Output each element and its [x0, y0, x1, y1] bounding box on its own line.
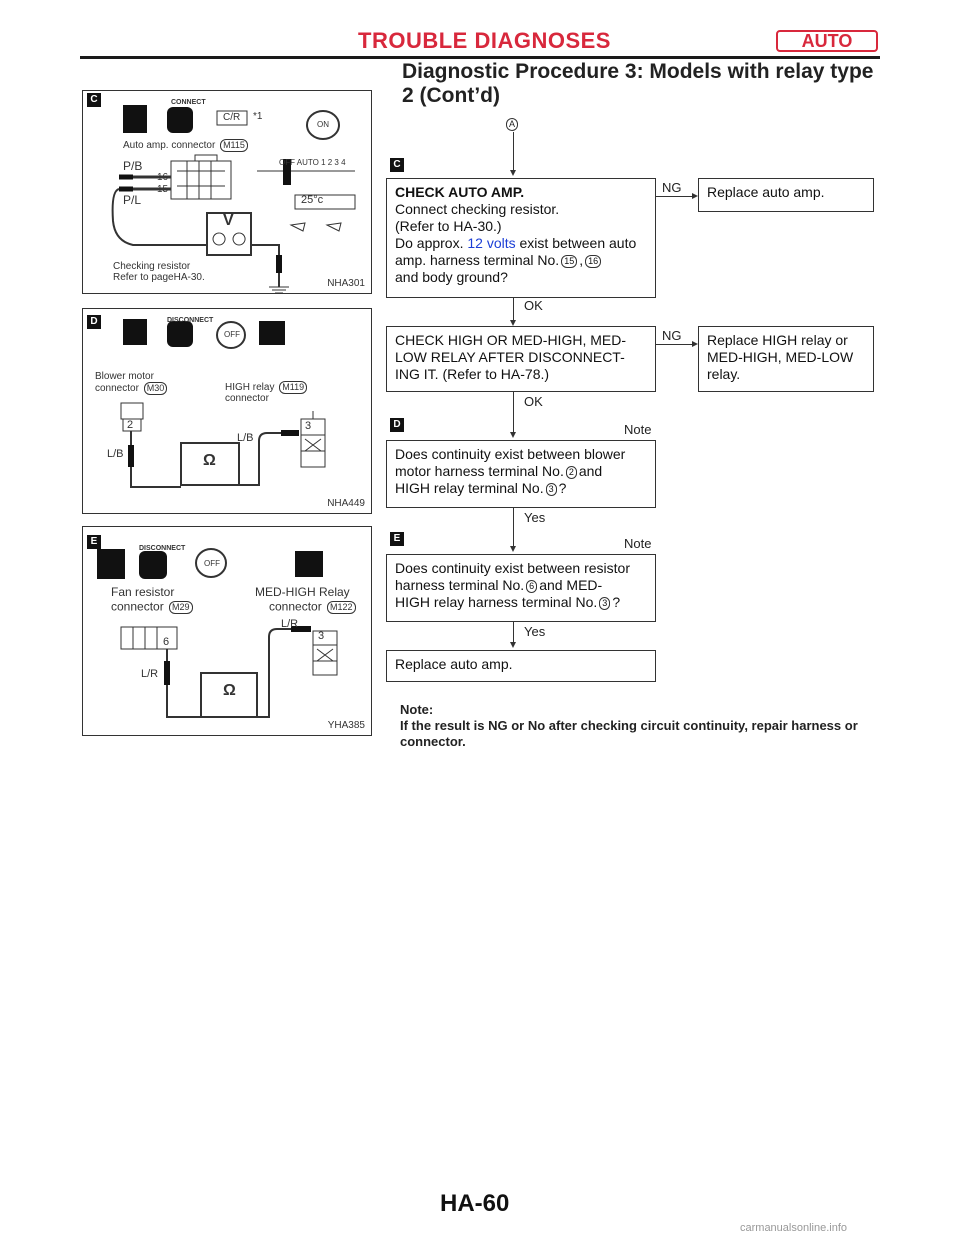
- ignition-key-label: ON: [317, 120, 329, 129]
- terminal-2-marker: 2: [566, 466, 577, 479]
- fan-resistor-relay-diagram: [83, 527, 373, 737]
- section-badge: AUTO: [776, 30, 878, 52]
- blower-terminal-text: motor harness terminal No.: [395, 463, 564, 479]
- arrow-down-5: [510, 642, 516, 648]
- check-auto-amp-title: CHECK AUTO AMP.: [395, 184, 525, 200]
- page-title: Diagnostic Procedure 3: Models with relay type 2 (Cont’d): [402, 60, 874, 107]
- fan-resistor-connector-label: Fan resistor: [111, 585, 175, 599]
- wire-lb-right: L/B: [237, 432, 254, 444]
- section-title: TROUBLE DIAGNOSES: [358, 28, 611, 53]
- disconnect-label-e: DISCONNECT: [139, 545, 186, 552]
- arrow-down-3: [510, 432, 516, 438]
- replace-relay-line-1: Replace HIGH relay or: [707, 332, 848, 348]
- voltage-link[interactable]: 12 volts: [467, 235, 516, 251]
- wire-lr-right: L/R: [281, 618, 299, 630]
- disconnect-label: DISCONNECT: [167, 317, 214, 324]
- question-mark: ?: [558, 480, 567, 496]
- yes-connector-2: [513, 622, 514, 644]
- voltage-question-lead: Do approx.: [395, 235, 464, 251]
- note-label-1: Note: [624, 422, 652, 437]
- question-mark-2: ?: [612, 594, 621, 610]
- check-relay-box: [386, 326, 656, 392]
- terminal-6-marker: 6: [526, 580, 537, 593]
- ok-label-2: OK: [524, 394, 543, 409]
- med-high-text: and MED-: [539, 577, 603, 593]
- terminal-question-text: amp. harness terminal No.: [395, 252, 560, 268]
- ohmmeter-label-e: Ω: [223, 682, 236, 699]
- voltage-question-tail: exist between auto: [519, 235, 637, 251]
- resistor-terminal-text: harness terminal No.: [395, 577, 525, 593]
- wire-lr-left: L/R: [141, 668, 159, 680]
- high-relay-terminal-text: HIGH relay terminal No.: [395, 480, 544, 496]
- check-auto-amp-box: [386, 178, 656, 298]
- pin-3-label-e: 3: [318, 630, 325, 642]
- footnote-text: If the result is NG or No after checking circuit continuity, repair harness or connector.: [400, 718, 858, 749]
- connect-label: CONNECT: [171, 99, 206, 106]
- auto-amp-connector-id: M115: [220, 139, 248, 152]
- ng-connector-2: [656, 344, 692, 345]
- blower-and-text: and: [578, 463, 603, 479]
- replace-auto-amp-box-2: Replace auto amp.: [386, 650, 656, 682]
- terminal-separator: ,: [579, 252, 584, 268]
- ng-connector-1: [656, 196, 692, 197]
- resistor-continuity-box: [386, 554, 656, 622]
- checking-resistor-ref: Refer to pageHA-30.: [113, 272, 205, 283]
- panel-letter-c: C: [87, 93, 101, 107]
- ignition-key-off-label-e: OFF: [204, 559, 220, 568]
- replace-relay-line-2: MED-HIGH, MED-LOW: [707, 349, 854, 365]
- high-relay-connector-id: M119: [279, 381, 307, 394]
- terminal-question: [395, 252, 647, 269]
- pin-16-label: 16: [157, 172, 169, 183]
- med-high-connector-id: M122: [327, 601, 356, 614]
- yes-label-2: Yes: [524, 624, 546, 639]
- star-label: *1: [253, 111, 263, 122]
- yes-connector-1: [513, 508, 514, 548]
- resistor-continuity-line-1: Does continuity exist between resistor: [395, 560, 630, 576]
- med-high-connector-text: connector: [269, 599, 322, 614]
- wire-pl-label: P/L: [123, 193, 142, 207]
- arrow-down-4: [510, 546, 516, 552]
- panel-letter-d: D: [87, 315, 101, 329]
- blower-continuity-line-3: [395, 480, 647, 497]
- med-high-relay-label-2: [269, 601, 358, 614]
- watermark: carmanualsonline.info: [740, 1222, 848, 1234]
- blower-continuity-line-1: Does continuity exist between blower: [395, 446, 626, 462]
- terminal-3-marker-2: 3: [599, 597, 610, 610]
- med-high-relay-label: MED-HIGH Relay: [255, 585, 350, 599]
- ok-label-1: OK: [524, 298, 543, 313]
- ok-connector-2: [513, 392, 514, 434]
- pin-3-label: 3: [305, 420, 312, 432]
- diagram-panel-c: [82, 90, 372, 294]
- diagram-panel-d: [82, 308, 372, 514]
- flow-start-label: [504, 116, 520, 131]
- replace-relay-box: [698, 326, 874, 392]
- refer-ha30-text: (Refer to HA-30.): [395, 218, 502, 234]
- wire-lb-left: L/B: [107, 448, 124, 460]
- fan-connector-id: M29: [169, 601, 193, 614]
- auto-amp-connector-label: [123, 139, 250, 152]
- blower-connector-id: M30: [144, 382, 168, 395]
- wire-pb-label: P/B: [123, 159, 143, 173]
- terminal-16-marker: 16: [585, 255, 601, 268]
- figure-code-e: YHA385: [327, 720, 365, 731]
- blower-continuity-line-2: [395, 463, 647, 480]
- checking-resistor-label: Checking resistor: [113, 261, 191, 272]
- blower-connector-text: connector: [95, 383, 139, 395]
- pin-15-label: 15: [157, 184, 169, 195]
- connect-resistor-text: Connect checking resistor.: [395, 201, 560, 217]
- cr-label: C/R: [223, 112, 241, 123]
- high-relay-text: HIGH relay: [225, 382, 275, 394]
- voltage-question: [395, 235, 647, 252]
- footnote-label: Note:: [400, 702, 434, 717]
- temp-display: [301, 195, 323, 206]
- step-letter-c: C: [390, 158, 404, 172]
- terminal-15-marker: 15: [561, 255, 577, 268]
- yes-label-1: Yes: [524, 510, 546, 525]
- switch-labels: OFF AUTO 1 2 3 4: [279, 158, 346, 167]
- page-number: HA-60: [440, 1190, 510, 1217]
- high-relay-connector-label-2: connector: [225, 393, 269, 404]
- fan-connector-text: connector: [111, 599, 164, 614]
- step-letter-d: D: [390, 418, 404, 432]
- figure-code-d: NHA449: [327, 498, 365, 509]
- ng-label-1: NG: [662, 180, 682, 195]
- ok-connector-1: [513, 298, 514, 322]
- flow-start-marker: A: [506, 118, 518, 131]
- pin-6-label: 6: [163, 636, 170, 648]
- fan-resistor-connector-label-2: [111, 601, 195, 614]
- blower-motor-connector-label-2: [95, 382, 169, 395]
- ng-label-2: NG: [662, 328, 682, 343]
- resistor-continuity-line-2: [395, 577, 647, 594]
- temp-unit: °c: [313, 194, 324, 206]
- ohmmeter-label: Ω: [203, 452, 216, 469]
- replace-relay-line-3: relay.: [707, 366, 741, 382]
- check-relay-line-3: ING IT. (Refer to HA-78.): [395, 366, 550, 382]
- footnote: [400, 702, 890, 750]
- resistor-continuity-line-3: [395, 594, 647, 611]
- check-relay-line-2: LOW RELAY AFTER DISCONNECT-: [395, 349, 625, 365]
- blower-motor-connector-label: Blower motor: [95, 371, 154, 382]
- arrow-down: [510, 170, 516, 176]
- ignition-key-off-label: OFF: [224, 330, 240, 339]
- check-relay-line-1: CHECK HIGH OR MED-HIGH, MED-: [395, 332, 626, 348]
- blower-continuity-box: [386, 440, 656, 508]
- med-high-relay-terminal-text: HIGH relay harness terminal No.: [395, 594, 598, 610]
- body-ground-text: and body ground?: [395, 269, 508, 285]
- diagram-panel-e: [82, 526, 372, 736]
- replace-auto-amp-box-1: Replace auto amp.: [698, 178, 874, 212]
- temp-value: 25: [301, 194, 314, 206]
- header-rule: [80, 56, 880, 59]
- panel-letter-e: E: [87, 535, 101, 549]
- connector-start: [513, 132, 514, 170]
- note-label-2: Note: [624, 536, 652, 551]
- pin-2-label: 2: [127, 419, 134, 431]
- step-letter-e: E: [390, 532, 404, 546]
- voltmeter-label: V: [223, 212, 234, 229]
- figure-code-c: NHA301: [327, 278, 365, 289]
- auto-amp-connector-text: Auto amp. connector: [123, 140, 216, 152]
- terminal-3-marker: 3: [546, 483, 557, 496]
